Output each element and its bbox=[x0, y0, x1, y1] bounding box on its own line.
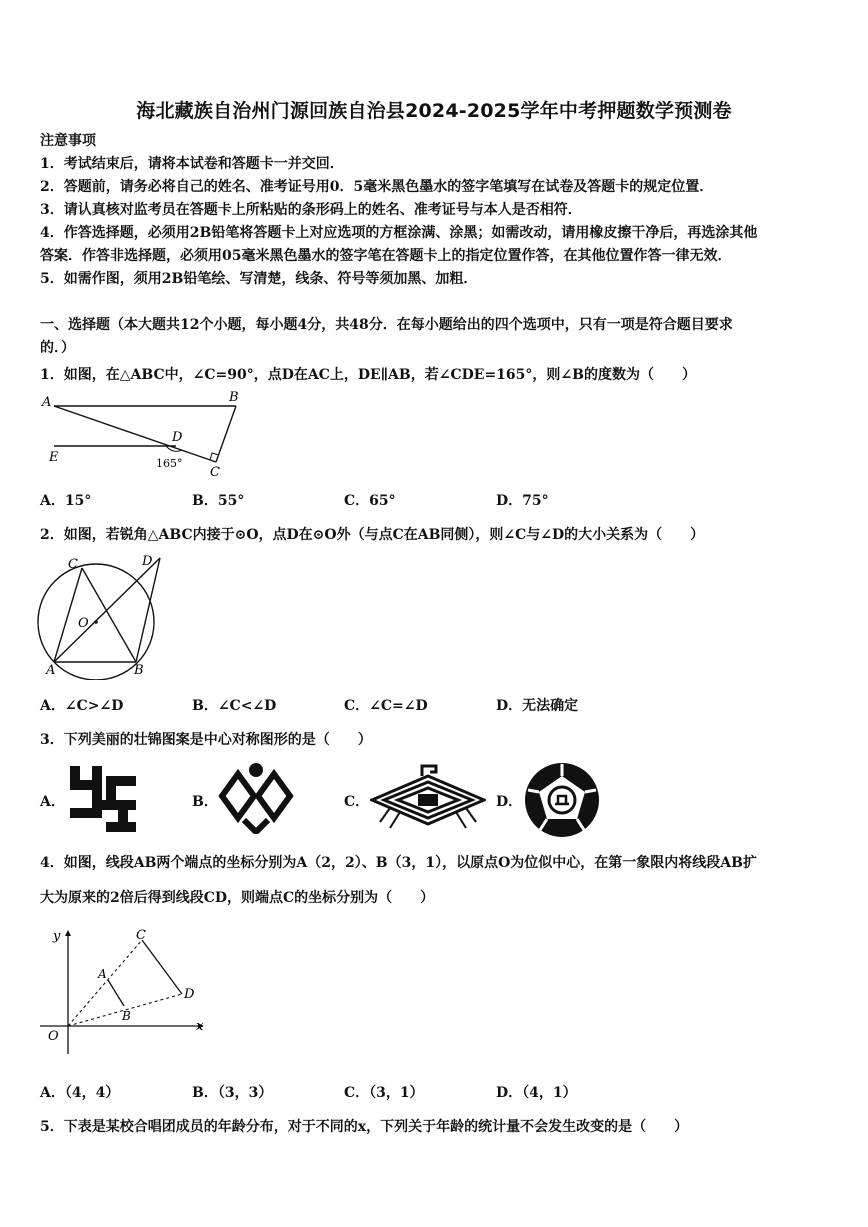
q4-stem-cont: 大为原来的2倍后得到线段CD，则端点C的坐标分别为（ ） bbox=[40, 890, 435, 906]
q1-option-b[interactable]: B．55° bbox=[192, 493, 245, 509]
q4-option-b[interactable]: B．（3，3） bbox=[192, 1085, 273, 1101]
q3-option-b[interactable]: B． bbox=[192, 794, 218, 810]
q2-figure bbox=[36, 548, 166, 680]
q1-stem: 1．如图，在△ABC中，∠C=90°，点D在AC上，DE∥AB，若∠CDE=165°，则∠B的度数为（ ） bbox=[40, 367, 696, 383]
q1-label-d: D bbox=[172, 430, 183, 445]
q4-label-d: D bbox=[184, 987, 195, 1002]
notice-item: 1．考试结束后，请将本试卷和答题卡一并交回． bbox=[40, 156, 344, 172]
q2-option-d[interactable]: D．无法确定 bbox=[496, 698, 579, 714]
notice-heading: 注意事项 bbox=[40, 133, 96, 149]
q2-label-c: C bbox=[68, 557, 78, 572]
q1-angle-label: 165° bbox=[156, 457, 183, 470]
q3-option-d[interactable]: D． bbox=[496, 794, 523, 810]
q5-stem: 5．下表是某校合唱团成员的年龄分布，对于不同的x，下列关于年龄的统计量不会发生改变的是（ ） bbox=[40, 1119, 689, 1135]
notice-item: 答案．作答非选择题，必须用05毫米黑色墨水的签字笔在答题卡上的指定位置作答，在其他位置作答一律无效． bbox=[40, 248, 732, 264]
q2-option-b[interactable]: B．∠C<∠D bbox=[192, 698, 277, 714]
notice-item: 4．作答选择题，必须用2B铅笔将答题卡上对应选项的方框涂满、涂黑；如需改动，请用橡皮擦干净后，再选涂其他 bbox=[40, 225, 758, 241]
q1-label-b: B bbox=[229, 390, 239, 405]
q4-option-d[interactable]: D．（4，1） bbox=[496, 1085, 577, 1101]
q2-label-a: A bbox=[46, 663, 56, 678]
q4-label-y: y bbox=[53, 929, 61, 944]
swastika-pattern-icon bbox=[68, 764, 140, 834]
q4-label-x: x bbox=[196, 1019, 204, 1034]
q3-stem: 3．下列美丽的壮锦图案是中心对称图形的是（ ） bbox=[40, 732, 372, 748]
q4-option-c[interactable]: C．（3，1） bbox=[344, 1085, 424, 1101]
diamond-pattern-icon bbox=[216, 760, 296, 834]
notice-item: 3．请认真核对监考员在答题卡上所粘贴的条形码上的姓名、准考证号与本人是否相符． bbox=[40, 202, 582, 218]
q4-figure bbox=[38, 924, 208, 1054]
q4-label-a: A bbox=[98, 967, 107, 981]
q4-label-b: B bbox=[122, 1009, 131, 1023]
q1-label-c: C bbox=[210, 465, 220, 480]
q1-label-a: A bbox=[42, 395, 52, 410]
q4-label-o: O bbox=[48, 1029, 59, 1044]
bird-pattern-icon bbox=[370, 762, 486, 838]
section-heading: 一、选择题（本大题共12个小题，每小题4分，共48分．在每小题给出的四个选项中，只有一项是符合题目要求 bbox=[40, 317, 733, 333]
page-title: 海北藏族自治州门源回族自治县2024-2025学年中考押题数学预测卷 bbox=[136, 100, 732, 122]
section-heading-cont: 的．） bbox=[40, 340, 75, 356]
q2-label-b: B bbox=[134, 663, 144, 678]
q1-figure bbox=[40, 388, 250, 480]
q3-option-c[interactable]: C． bbox=[344, 794, 370, 810]
q1-option-c[interactable]: C．65° bbox=[344, 493, 396, 509]
q4-option-a[interactable]: A．（4，4） bbox=[40, 1085, 120, 1101]
notice-item: 2．答题前，请务必将自己的姓名、准考证号用0．5毫米黑色墨水的签字笔填写在试卷及答题卡的规定位置． bbox=[40, 179, 714, 195]
pentagon-circle-pattern-icon bbox=[522, 762, 602, 838]
q1-option-d[interactable]: D．75° bbox=[496, 493, 549, 509]
q2-option-a[interactable]: A．∠C>∠D bbox=[40, 698, 124, 714]
q2-stem: 2．如图，若锐角△ABC内接于⊙O，点D在⊙O外（与点C在AB同侧），则∠C与∠D的大小关系为（ ） bbox=[40, 527, 705, 543]
q1-option-a[interactable]: A．15° bbox=[40, 493, 92, 509]
q2-label-d: D bbox=[142, 554, 153, 569]
q4-label-c: C bbox=[136, 928, 146, 943]
q2-option-c[interactable]: C．∠C=∠D bbox=[344, 698, 428, 714]
q2-label-o: O bbox=[78, 616, 89, 631]
q3-option-a[interactable]: A． bbox=[40, 794, 65, 810]
notice-item: 5．如需作图，须用2B铅笔绘、写清楚，线条、符号等须加黑、加粗． bbox=[40, 271, 478, 287]
q4-stem: 4．如图，线段AB两个端点的坐标分别为A（2，2）、B（3，1），以原点O为位似中心，在第一象限内将线段AB扩 bbox=[40, 855, 757, 871]
q1-label-e: E bbox=[49, 450, 59, 465]
